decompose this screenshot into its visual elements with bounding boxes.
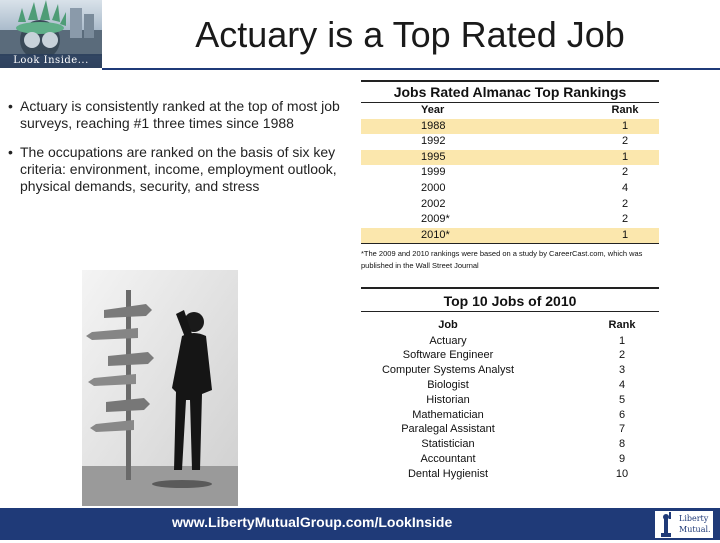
- liberty-statue-icon: [655, 511, 677, 538]
- job-cell: Computer Systems Analyst: [381, 364, 515, 377]
- bullet-item: [8, 98, 344, 132]
- table-row: [361, 452, 659, 467]
- rank-cell: 2: [618, 349, 626, 362]
- rank-cell: 4: [621, 181, 629, 194]
- job-cell: Software Engineer: [402, 349, 494, 362]
- rank-cell: 1: [621, 119, 629, 132]
- table-row: [361, 181, 659, 197]
- table-row: [361, 348, 659, 363]
- job-cell: Mathematician: [412, 408, 484, 421]
- year-cell: 2009*: [421, 213, 450, 226]
- rank-cell: 2: [621, 197, 629, 210]
- top-jobs-header-row: [361, 318, 659, 334]
- table-row: [361, 467, 659, 482]
- table-row: [361, 119, 659, 135]
- rankings-table: [361, 80, 659, 272]
- top-jobs-table: [361, 287, 659, 482]
- year-cell: 2010*: [421, 228, 450, 241]
- year-cell: 1995: [421, 150, 446, 163]
- table-row: [361, 363, 659, 378]
- table-row: [361, 134, 659, 150]
- table-row: [361, 197, 659, 213]
- rank-cell: 9: [618, 452, 626, 465]
- table-row: [361, 422, 659, 437]
- logo-caption: Look Inside...: [0, 54, 102, 68]
- column-header-job: Job: [438, 319, 458, 331]
- rank-cell: 7: [618, 423, 626, 436]
- page-title: Actuary is a Top Rated Job: [195, 14, 625, 55]
- table-row: [361, 437, 659, 452]
- liberty-mutual-logo: [655, 511, 713, 538]
- bullet-marker: •: [8, 98, 13, 114]
- bullet-text: The occupations are ranked on the basis of six key criteria: environment, income, employment outlook, physical demands, security, and stress: [20, 144, 337, 194]
- rank-cell: 5: [618, 393, 626, 406]
- rankings-table-title: Jobs Rated Almanac Top Rankings: [393, 84, 627, 100]
- year-cell: 1988: [421, 119, 446, 132]
- look-inside-logo: [0, 0, 102, 68]
- rankings-body: [361, 119, 659, 244]
- top-jobs-body: [361, 334, 659, 482]
- table-row: [361, 408, 659, 423]
- footer-url-link[interactable]: www.LibertyMutualGroup.com/LookInside: [172, 514, 453, 530]
- year-cell: 2000: [421, 181, 446, 194]
- rank-cell: 2: [621, 135, 629, 148]
- rank-cell: 4: [618, 378, 626, 391]
- rank-cell: 1: [621, 228, 629, 241]
- rank-cell: 2: [621, 213, 629, 226]
- column-header-rank: Rank: [611, 104, 639, 116]
- job-cell: Biologist: [427, 378, 469, 391]
- bullet-marker: •: [8, 144, 13, 160]
- table-row: [361, 212, 659, 228]
- top-jobs-table-title: Top 10 Jobs of 2010: [443, 293, 577, 309]
- job-cell: Actuary: [429, 334, 467, 347]
- column-header-rank: Rank: [608, 319, 636, 331]
- rank-cell: 3: [618, 364, 626, 377]
- rank-cell: 6: [618, 408, 626, 421]
- rankings-header-row: [361, 103, 659, 119]
- year-cell: 1999: [421, 166, 446, 179]
- year-cell: 1992: [421, 135, 446, 148]
- table-row: [361, 393, 659, 408]
- table-row: [361, 334, 659, 349]
- footer-bar: [0, 508, 720, 540]
- job-cell: Historian: [426, 393, 470, 406]
- title-divider: [102, 68, 720, 70]
- rank-cell: 1: [618, 334, 626, 347]
- bullet-list: [8, 98, 344, 207]
- table-header-rule: [361, 311, 659, 312]
- job-cell: Dental Hygienist: [407, 467, 489, 480]
- job-cell: Accountant: [420, 452, 476, 465]
- table-row: [361, 150, 659, 166]
- column-header-year: Year: [421, 104, 445, 116]
- table-row: [361, 378, 659, 393]
- job-cell: Statistician: [421, 438, 475, 451]
- statue-of-liberty-icon: [0, 0, 102, 56]
- rank-cell: 8: [618, 438, 626, 451]
- table-row: [361, 228, 659, 244]
- bullet-item: [8, 144, 344, 195]
- rank-cell: 1: [621, 150, 629, 163]
- table-row: [361, 165, 659, 181]
- rankings-footnote: *The 2009 and 2010 rankings were based on a study by CareerCast.com, which was published in the Wall Street Journal: [361, 249, 643, 271]
- rank-cell: 10: [615, 467, 629, 480]
- bullet-text: Actuary is consistently ranked at the top of most job surveys, reaching #1 three times since 1988: [20, 98, 340, 131]
- job-cell: Paralegal Assistant: [401, 423, 495, 436]
- signpost-man-photo: [82, 270, 238, 506]
- liberty-mutual-wordmark: Liberty Mutual.: [679, 514, 711, 534]
- year-cell: 2002: [421, 197, 446, 210]
- rank-cell: 2: [621, 166, 629, 179]
